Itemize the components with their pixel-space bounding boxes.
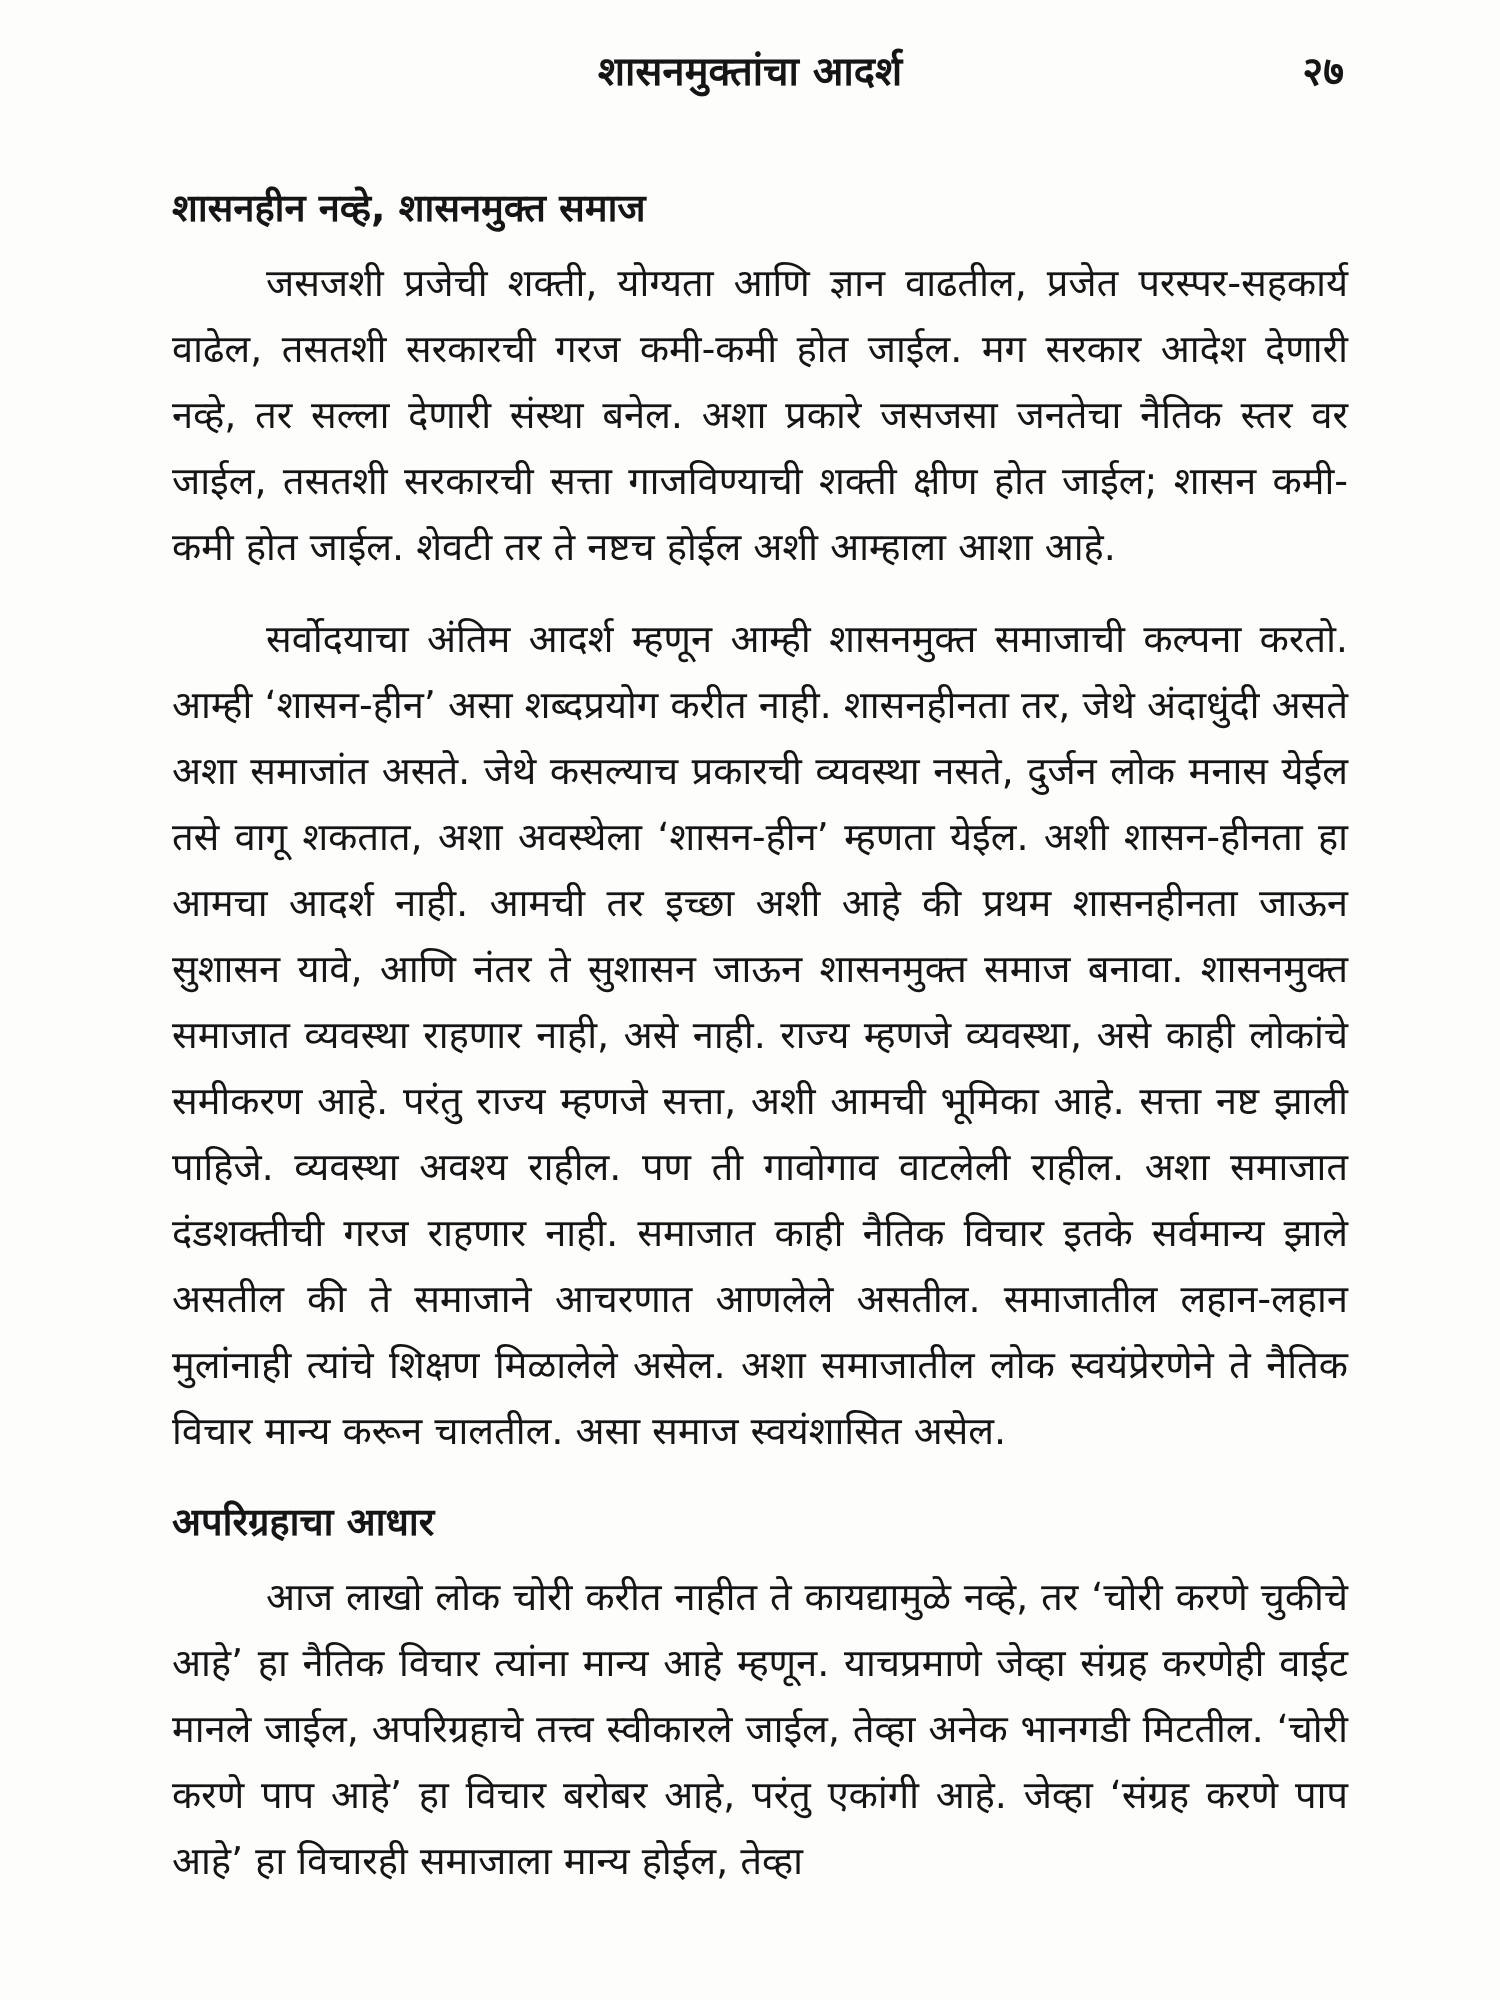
page-number: २७ <box>1302 49 1344 95</box>
running-title: शासनमुक्तांचा आदर्श <box>597 49 903 95</box>
paragraph: आज लाखो लोक चोरी करीत नाहीत ते कायद्यामुळे नव्हे, तर ‘चोरी करणे चुकीचे आहे’ हा नैतिक विचार त्यांना मान्य आहे म्हणून. याचप्रमाणे जेव्हा संग्रह करणेही वाईट मानले जाईल, अपरिग्रहाचे तत्त्व स्वीकारले जाईल, तेव्हा अनेक भानगडी मिटतील. ‘चोरी करणे पाप आहे’ हा विचार बरोबर आहे, परंतु एकांगी आहे. जेव्हा ‘संग्रह करणे पाप आहे’ हा विचारही समाजाला मान्य होईल, तेव्हा <box>172 1575 1348 1883</box>
paragraph: जसजशी प्रजेची शक्ती, योग्यता आणि ज्ञान वाढतील, प्रजेत परस्पर-सहकार्य वाढेल, तसतशी सरकारची गरज कमी-कमी होत जाईल. मग सरकार आदेश देणारी नव्हे, तर सल्ला देणारी संस्था बनेल. अशा प्रकारे जसजसा जनतेचा नैतिक स्तर वर जाईल, तसतशी सरकारची सत्ता गाजविण्याची शक्ती क्षीण होत जाईल; शासन कमी-कमी होत जाईल. शेवटी तर ते नष्टच होईल अशी आम्हाला आशा आहे. <box>172 261 1348 569</box>
section-heading: अपरिग्रहाचा आधार <box>172 1500 435 1544</box>
page-body <box>172 178 1348 1894</box>
paragraph: सर्वोदयाचा अंतिम आदर्श म्हणून आम्ही शासनमुक्त समाजाची कल्पना करतो. आम्ही ‘शासन-हीन’ असा शब्दप्रयोग करीत नाही. शासनहीनता तर, जेथे अंदाधुंदी असते अशा समाजांत असते. जेथे कसल्याच प्रकारची व्यवस्था नसते, दुर्जन लोक मनास येईल तसे वागू शकतात, अशा अवस्थेला ‘शासन-हीन’ म्हणता येईल. अशी शासन-हीनता हा आमचा आदर्श नाही. आमची तर इच्छा अशी आहे की प्रथम शासनहीनता जाऊन सुशासन यावे, आणि नंतर ते सुशासन जाऊन शासनमुक्त समाज बनावा. शासनमुक्त समाजात व्यवस्था राहणार नाही, असे नाही. राज्य म्हणजे व्यवस्था, असे काही लोकांचे समीकरण आहे. परंतु राज्य म्हणजे सत्ता, अशी आमची भूमिका आहे. सत्ता नष्ट झाली पाहिजे. व्यवस्था अवश्य राहील. पण ती गावोगाव वाटलेली राहील. अशा समाजात दंडशक्तीची गरज राहणार नाही. समाजात काही नैतिक विचार इतके सर्वमान्य झाले असतील की ते समाजाने आचरणात आणलेले असतील. समाजातील लहान-लहान मुलांनाही त्यांचे शिक्षण मिळालेले असेल. अशा समाजातील लोक स्वयंप्रेरणेने ते नैतिक विचार मान्य करून चालतील. असा समाज स्वयंशासित असेल. <box>172 617 1348 1453</box>
section-heading: शासनहीन नव्हे, शासनमुक्त समाज <box>172 186 646 230</box>
